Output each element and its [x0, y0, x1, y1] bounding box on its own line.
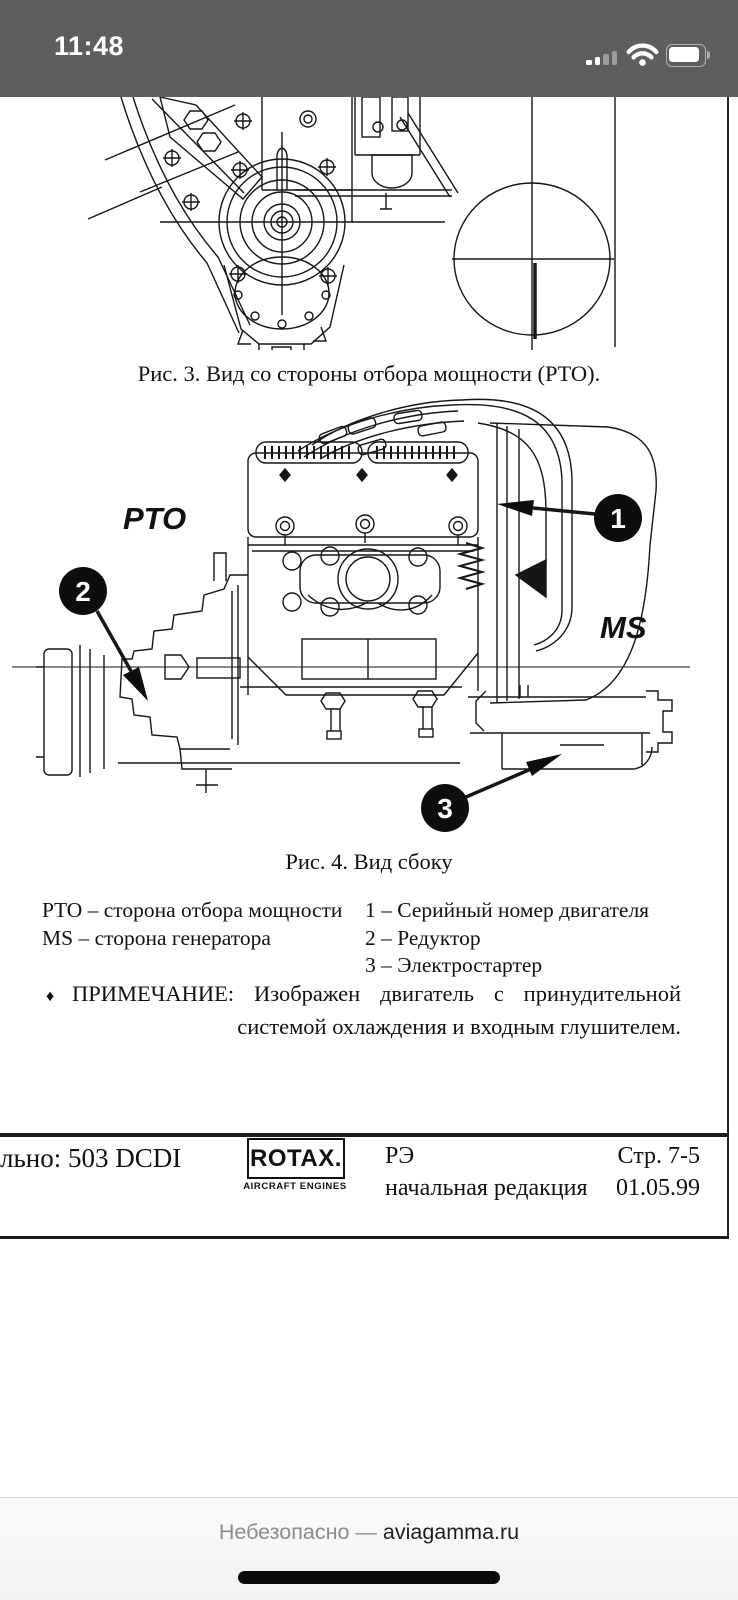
rotax-logo: [247, 1138, 345, 1179]
cellular-signal-icon: [586, 50, 618, 65]
legend-left-column: [42, 897, 342, 952]
status-bar: [0, 0, 738, 97]
separator-dash: —: [355, 1520, 377, 1544]
footer-doc-code: РЭ: [385, 1143, 415, 1169]
footer-engine-model: льно: 503 DCDI: [0, 1143, 182, 1173]
legend-right-column: [365, 897, 649, 980]
callout-1: 1: [610, 503, 626, 534]
figure3-engine-drawing: [0, 97, 738, 350]
callout-2: 2: [75, 576, 91, 607]
footer-page-number: Стр. 7-5: [617, 1143, 700, 1169]
rotax-brand-text: ROTAX.: [250, 1144, 342, 1172]
battery-icon: [666, 44, 712, 66]
footer-date: 01.05.99: [616, 1175, 700, 1201]
document-page[interactable]: [0, 97, 738, 1497]
address-bar[interactable]: [0, 1520, 738, 1545]
note-line-1: ПРИМЕЧАНИЕ: Изображен двигатель с принудительной: [72, 981, 681, 1006]
safari-bottom-toolbar: [0, 1497, 738, 1600]
legend-item: MS – сторона генератора: [42, 925, 271, 950]
home-indicator[interactable]: [238, 1571, 500, 1584]
security-status-text: Небезопасно: [218, 1520, 350, 1544]
callout-3: 3: [437, 793, 453, 824]
legend-item: 3 – Электростартер: [365, 953, 543, 977]
note-line-2: системой охлаждения и входным глушителем.: [237, 1014, 681, 1039]
footer-bottom-rule: [0, 1236, 729, 1239]
rotax-subtitle: AIRCRAFT ENGINES: [243, 1181, 347, 1192]
figure4-engine-drawing: [0, 395, 738, 835]
wifi-icon: [626, 42, 659, 66]
footer-top-rule: [0, 1133, 729, 1137]
pto-side-label: PTO: [123, 501, 187, 536]
legend-item: 2 – Редуктор: [365, 925, 481, 950]
legend-item: 1 – Серийный номер двигателя: [365, 898, 650, 922]
legend-item: PTO – сторона отбора мощности: [42, 898, 343, 922]
domain-text: aviagamma.ru: [382, 1520, 520, 1544]
ms-side-label: MS: [600, 610, 647, 645]
footer-edition: начальная редакция: [385, 1175, 588, 1201]
diamond-bullet-icon: ♦: [46, 988, 55, 1005]
figure3-caption: Рис. 3. Вид со стороны отбора мощности (PTO).: [137, 361, 601, 386]
clock: 11:48: [54, 31, 125, 61]
figure4-caption: Рис. 4. Вид сбоку: [285, 849, 453, 874]
